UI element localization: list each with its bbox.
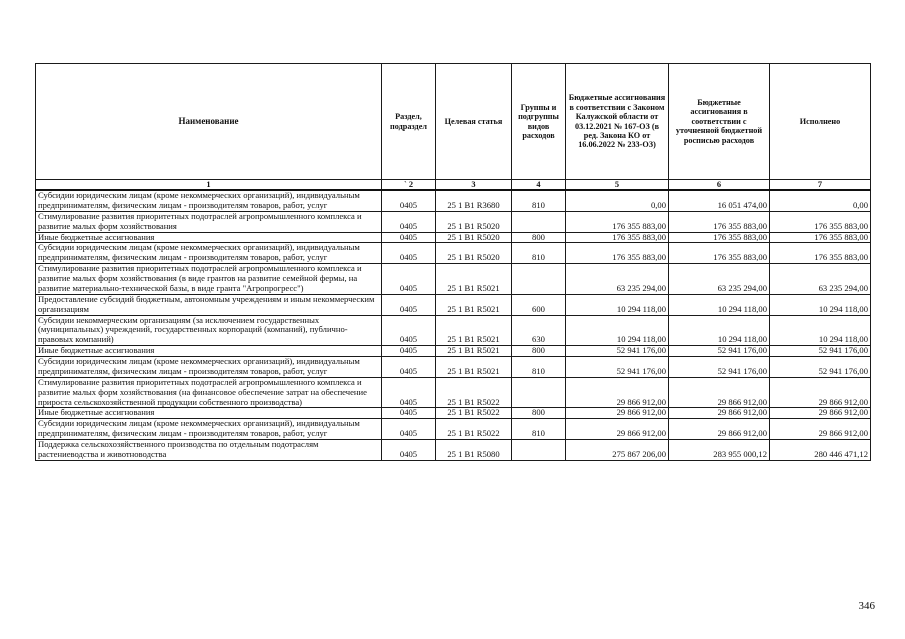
row-refined-allocation: 16 051 474,00 [669,190,770,211]
row-name: Стимулирование развития приоритетных подотраслей агропромышленного комплекса и развитие малых форм хозяйствования (на финансовое обеспечение затрат на обеспечение прироста сельскохозяйственной продукции собственного производства) [36,377,382,408]
row-refined-allocation: 176 355 883,00 [669,211,770,232]
row-article: 25 1 В1 R5080 [436,440,512,461]
column-number: 5 [566,180,669,191]
row-executed: 10 294 118,00 [770,294,871,315]
row-name: Субсидии юридическим лицам (кроме некоммерческих организаций), индивидуальным предпринимателям, физическим лицам - производителям товаров, работ, услуг [36,419,382,440]
row-executed: 63 235 294,00 [770,264,871,295]
row-section: 0405 [382,294,436,315]
column-number: 3 [436,180,512,191]
row-article: 25 1 В1 R5020 [436,232,512,243]
row-name: Субсидии юридическим лицам (кроме некоммерческих организаций), индивидуальным предпринимателям, физическим лицам - производителям товаров, работ, услуг [36,357,382,378]
row-section: 0405 [382,211,436,232]
row-refined-allocation: 29 866 912,00 [669,419,770,440]
row-executed: 176 355 883,00 [770,243,871,264]
page-number: 346 [858,600,875,612]
table-row [36,408,871,419]
table-body [36,190,871,460]
row-group [512,440,566,461]
row-section: 0405 [382,264,436,295]
row-law-allocation: 29 866 912,00 [566,419,669,440]
row-section: 0405 [382,408,436,419]
row-name: Субсидии юридическим лицам (кроме некоммерческих организаций), индивидуальным предпринимателям, физическим лицам - производителям товаров, работ, услуг [36,190,382,211]
row-group: 800 [512,346,566,357]
row-group: 800 [512,408,566,419]
column-number: 7 [770,180,871,191]
row-executed: 176 355 883,00 [770,211,871,232]
header-group: Группы и подгруппы видов расходов [512,64,566,180]
row-executed: 176 355 883,00 [770,232,871,243]
row-article: 25 1 В1 R5021 [436,357,512,378]
row-law-allocation: 10 294 118,00 [566,315,669,346]
header-name: Наименование [36,64,382,180]
row-section: 0405 [382,346,436,357]
row-section: 0405 [382,440,436,461]
header-article: Целевая статья [436,64,512,180]
row-law-allocation: 275 867 206,00 [566,440,669,461]
row-section: 0405 [382,190,436,211]
row-executed: 29 866 912,00 [770,419,871,440]
row-refined-allocation: 283 955 000,12 [669,440,770,461]
budget-table [35,63,871,461]
table-row [36,264,871,295]
row-law-allocation: 10 294 118,00 [566,294,669,315]
row-refined-allocation: 52 941 176,00 [669,357,770,378]
table-row [36,294,871,315]
row-refined-allocation: 176 355 883,00 [669,243,770,264]
row-law-allocation: 0,00 [566,190,669,211]
row-refined-allocation: 29 866 912,00 [669,377,770,408]
table-row [36,377,871,408]
table-row [36,243,871,264]
row-article: 25 1 В1 R5022 [436,377,512,408]
row-executed: 52 941 176,00 [770,346,871,357]
row-section: 0405 [382,243,436,264]
row-name: Предоставление субсидий бюджетным, автономным учреждениям и иным некоммерческим организациям [36,294,382,315]
table-row [36,315,871,346]
row-refined-allocation: 29 866 912,00 [669,408,770,419]
table-row [36,346,871,357]
column-number: ` 2 [382,180,436,191]
table-row [36,211,871,232]
row-section: 0405 [382,315,436,346]
row-section: 0405 [382,232,436,243]
row-article: 25 1 В1 R5021 [436,264,512,295]
row-name: Иные бюджетные ассигнования [36,346,382,357]
row-article: 25 1 В1 R5021 [436,294,512,315]
row-article: 25 1 В1 R5021 [436,346,512,357]
row-group [512,377,566,408]
row-law-allocation: 63 235 294,00 [566,264,669,295]
budget-document [35,63,870,461]
row-name: Иные бюджетные ассигнования [36,408,382,419]
row-article: 25 1 В1 R5020 [436,211,512,232]
row-law-allocation: 29 866 912,00 [566,408,669,419]
column-number: 6 [669,180,770,191]
column-number-row [36,180,871,191]
header-section: Раздел, подраздел [382,64,436,180]
row-law-allocation: 52 941 176,00 [566,346,669,357]
row-executed: 29 866 912,00 [770,377,871,408]
header-refined-allocations: Бюджетные ассигнования в соответствии с уточненной бюджетной росписью расходов [669,64,770,180]
row-section: 0405 [382,377,436,408]
row-group: 810 [512,419,566,440]
column-number: 1 [36,180,382,191]
row-name: Иные бюджетные ассигнования [36,232,382,243]
row-law-allocation: 52 941 176,00 [566,357,669,378]
row-refined-allocation: 176 355 883,00 [669,232,770,243]
row-group: 800 [512,232,566,243]
row-law-allocation: 29 866 912,00 [566,377,669,408]
row-name: Стимулирование развития приоритетных подотраслей агропромышленного комплекса и развитие малых форм хозяйствования [36,211,382,232]
row-refined-allocation: 52 941 176,00 [669,346,770,357]
row-name: Поддержка сельскохозяйственного производства по отдельным подотраслям растениеводства и животноводства [36,440,382,461]
row-refined-allocation: 63 235 294,00 [669,264,770,295]
row-article: 25 1 В1 R5020 [436,243,512,264]
row-group [512,211,566,232]
table-row [36,357,871,378]
row-name: Субсидии некоммерческим организациям (за исключением государственных (муниципальных) учреждений, государственных корпораций (компаний), публично-правовых компаний) [36,315,382,346]
row-article: 25 1 В1 R5022 [436,408,512,419]
row-name: Субсидии юридическим лицам (кроме некоммерческих организаций), индивидуальным предпринимателям, физическим лицам - производителям товаров, работ, услуг [36,243,382,264]
row-article: 25 1 В1 R3680 [436,190,512,211]
row-executed: 52 941 176,00 [770,357,871,378]
row-executed: 0,00 [770,190,871,211]
table-row [36,419,871,440]
row-refined-allocation: 10 294 118,00 [669,315,770,346]
row-law-allocation: 176 355 883,00 [566,211,669,232]
row-name: Стимулирование развития приоритетных подотраслей агропромышленного комплекса и развитие малых форм хозяйствования (в виде грантов на развитие семейной фермы, на развитие материально-технической базы, в виде гранта "Агропрогресс") [36,264,382,295]
row-group: 810 [512,357,566,378]
row-law-allocation: 176 355 883,00 [566,243,669,264]
row-group: 810 [512,243,566,264]
table-row [36,440,871,461]
row-law-allocation: 176 355 883,00 [566,232,669,243]
row-article: 25 1 В1 R5022 [436,419,512,440]
row-article: 25 1 В1 R5021 [436,315,512,346]
row-group [512,264,566,295]
row-executed: 280 446 471,12 [770,440,871,461]
header-row [36,64,871,180]
table-row [36,190,871,211]
row-executed: 10 294 118,00 [770,315,871,346]
row-section: 0405 [382,357,436,378]
table-row [36,232,871,243]
row-group: 600 [512,294,566,315]
row-section: 0405 [382,419,436,440]
column-number: 4 [512,180,566,191]
header-executed: Исполнено [770,64,871,180]
header-law-allocations: Бюджетные ассигнования в соответствии с Законом Калужской области от 03.12.2021 № 167-ОЗ (в ред. Закона КО от 16.06.2022 № 233-ОЗ) [566,64,669,180]
row-refined-allocation: 10 294 118,00 [669,294,770,315]
row-group: 810 [512,190,566,211]
row-executed: 29 866 912,00 [770,408,871,419]
row-group: 630 [512,315,566,346]
